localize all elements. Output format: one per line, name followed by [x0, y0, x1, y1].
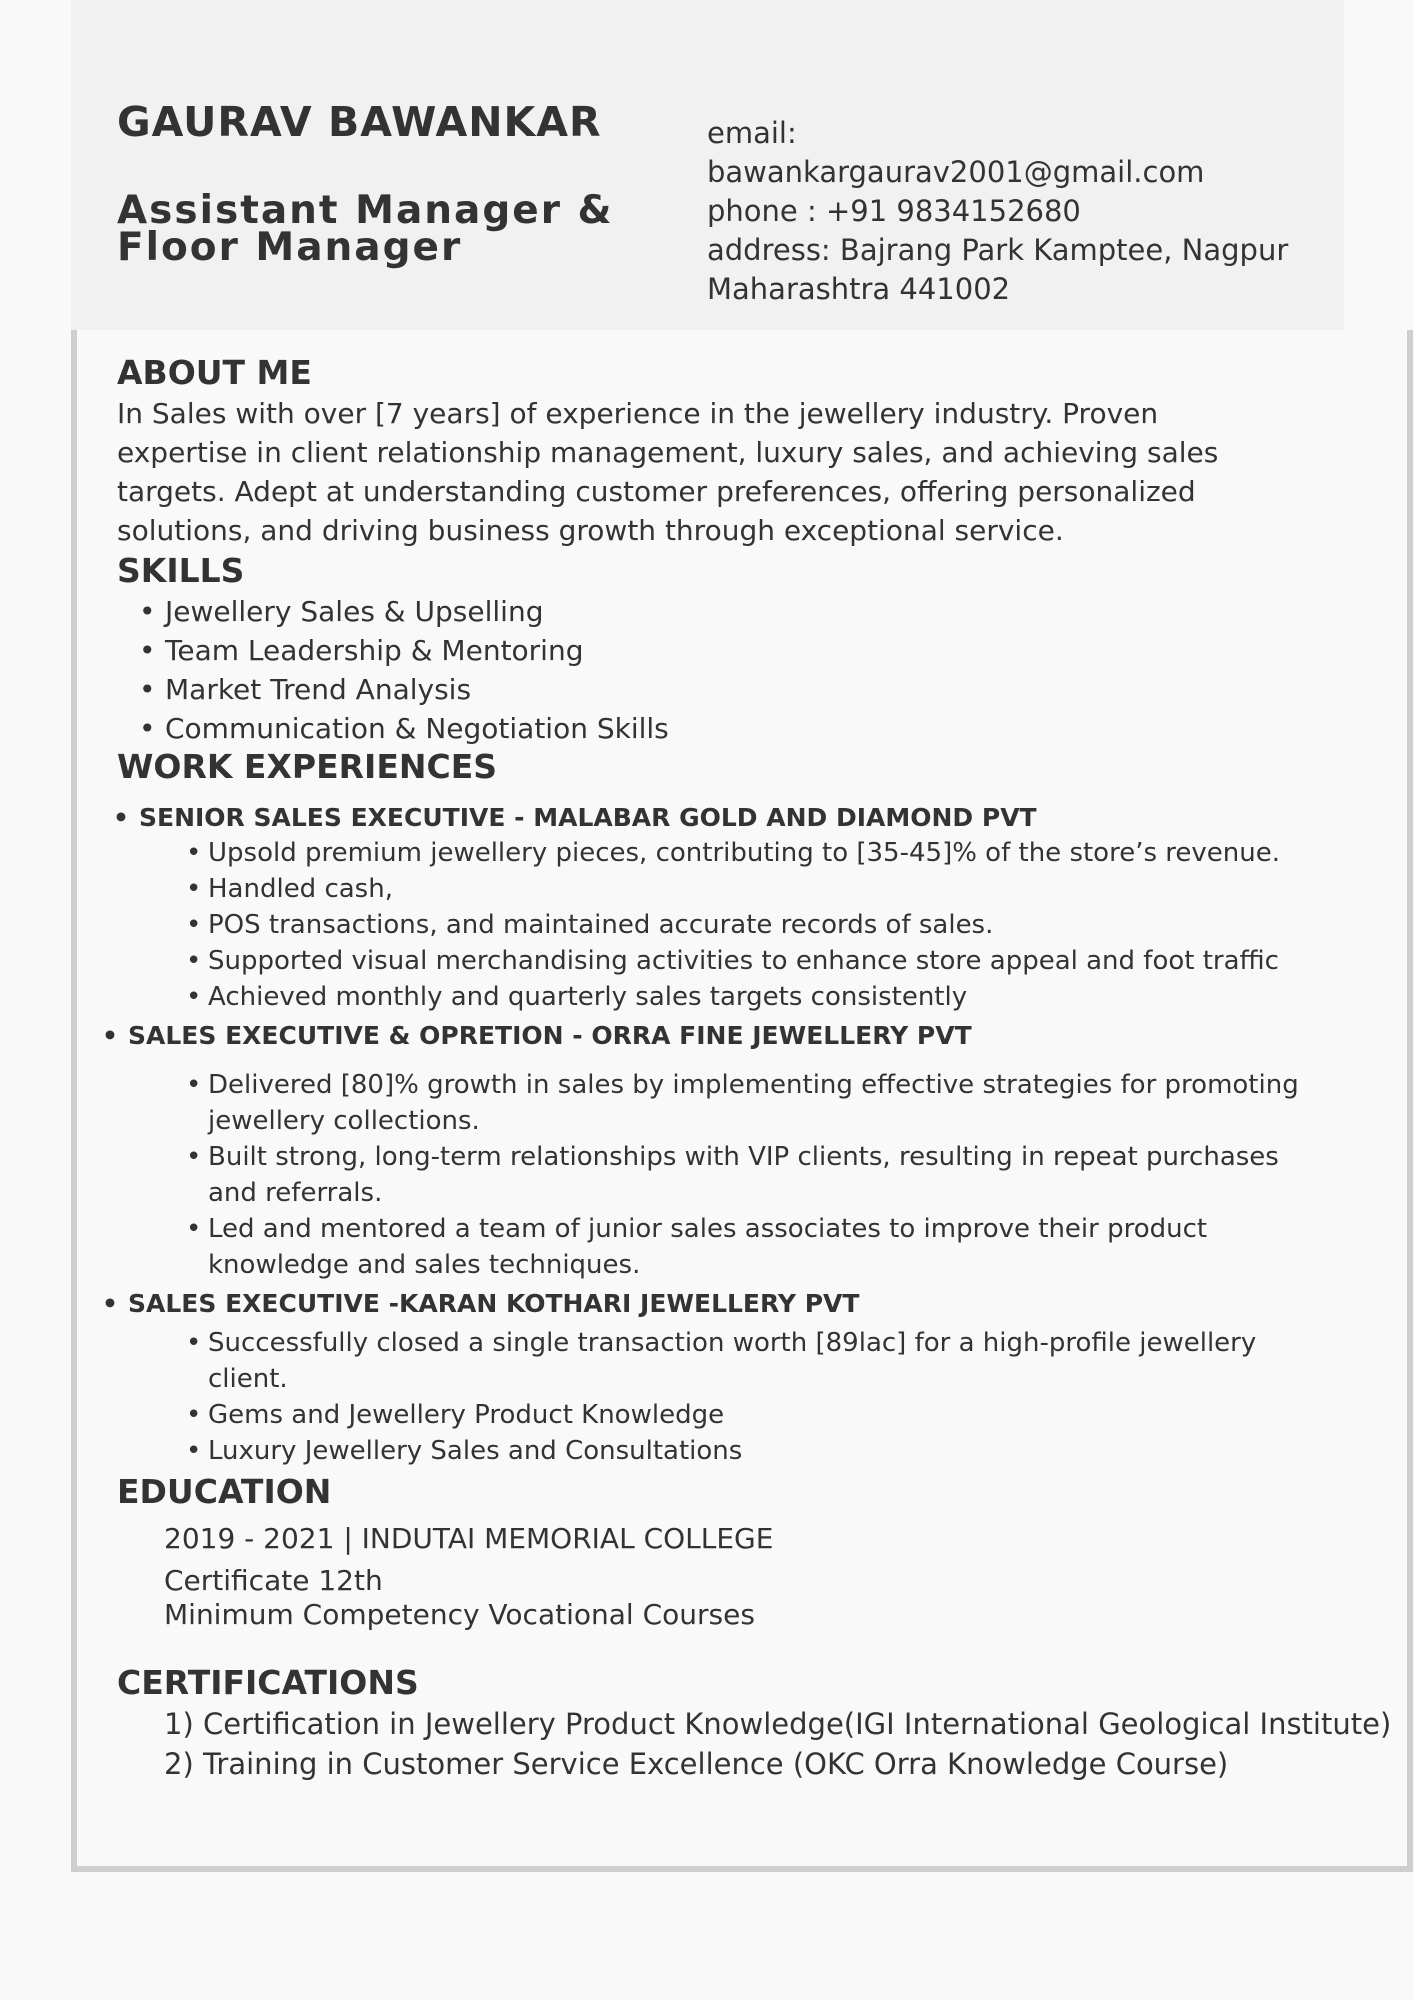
job-bullets-3: [117, 1325, 1308, 1469]
skill-item: • Communication & Negotiation Skills: [165, 709, 1407, 748]
email-label: email:: [707, 116, 797, 150]
skill-item: • Team Leadership & Mentoring: [165, 631, 1407, 670]
education-heading: EDUCATION: [117, 1472, 332, 1511]
job-title-2: • SALES EXECUTIVE & OPRETION - ORRA FINE JEWELLERY PVT: [128, 1019, 1407, 1053]
job-bullet: • Successfully closed a single transaction worth [89lac] for a high-profile jewellery client.: [208, 1325, 1308, 1397]
job-bullet: • POS transactions, and maintained accurate records of sales.: [208, 907, 1308, 943]
job-title-1: • SENIOR SALES EXECUTIVE - MALABAR GOLD AND DIAMOND PVT: [139, 801, 1407, 835]
job-bullet: • Supported visual merchandising activities to enhance store appeal and foot traffic: [208, 943, 1308, 979]
skills-list: [117, 592, 1407, 748]
education-line-2: Certificate 12th: [164, 1564, 383, 1597]
job-entry-3: [117, 1287, 1407, 1469]
certification-item: 2) Training in Customer Service Excellence (OKC Orra Knowledge Course): [164, 1747, 1229, 1781]
job-bullet: • Built strong, long-term relationships with VIP clients, resulting in repeat purchases and referrals.: [208, 1139, 1308, 1211]
address-line-2: Maharashtra 441002: [707, 272, 1011, 306]
job-bullet: • Delivered [80]% growth in sales by implementing effective strategies for promoting jewellery collections.: [208, 1067, 1308, 1139]
about-heading: ABOUT ME: [117, 353, 312, 392]
education-line-3: Minimum Competency Vocational Courses: [164, 1598, 755, 1631]
skill-item: • Jewellery Sales & Upselling: [165, 592, 1407, 631]
candidate-name: GAURAV BAWANKAR: [117, 98, 602, 146]
skill-item: • Market Trend Analysis: [165, 670, 1407, 709]
certification-item: 1) Certification in Jewellery Product Knowledge(IGI International Geological Institute): [164, 1707, 1392, 1741]
about-text: In Sales with over [7 years] of experience in the jewellery industry. Proven expertise in client relationship management, luxury sales, and achieving sales targets. Adept at understanding customer preferences, offering personalized solutions, and driving business growth through exceptional service.: [117, 397, 1219, 547]
work-heading: WORK EXPERIENCES: [117, 747, 498, 786]
email-address[interactable]: bawankargaurav2001@gmail.com: [707, 155, 1205, 189]
contact-block: [707, 114, 1327, 309]
job-title-3: • SALES EXECUTIVE -KARAN KOTHARI JEWELLERY PVT: [128, 1287, 1407, 1321]
job-bullets-1: [117, 835, 1308, 1015]
job-bullet: • Upsold premium jewellery pieces, contributing to [35-45]% of the store’s revenue.: [208, 835, 1308, 871]
skills-heading: SKILLS: [117, 551, 245, 590]
job-bullet: • Gems and Jewellery Product Knowledge: [208, 1397, 1308, 1433]
address-line-1: address: Bajrang Park Kamptee, Nagpur: [707, 233, 1289, 267]
job-title: Assistant Manager & Floor Manager: [117, 188, 614, 270]
job-bullet: • Luxury Jewellery Sales and Consultations: [208, 1433, 1308, 1469]
phone-number[interactable]: phone : +91 9834152680: [707, 194, 1081, 228]
job-bullets-2: [117, 1067, 1308, 1283]
resume-body: [117, 352, 1407, 1784]
certifications-heading: CERTIFICATIONS: [117, 1663, 419, 1702]
job-bullet: • Achieved monthly and quarterly sales targets consistently: [208, 979, 1308, 1015]
job-entry-2: [117, 1019, 1407, 1283]
job-entry-1: [117, 801, 1407, 1015]
job-bullet: • Led and mentored a team of junior sales associates to improve their product knowledge and sales techniques.: [208, 1211, 1308, 1283]
job-bullet: • Handled cash,: [208, 871, 1308, 907]
education-line-1: 2019 - 2021 | INDUTAI MEMORIAL COLLEGE: [164, 1522, 774, 1555]
